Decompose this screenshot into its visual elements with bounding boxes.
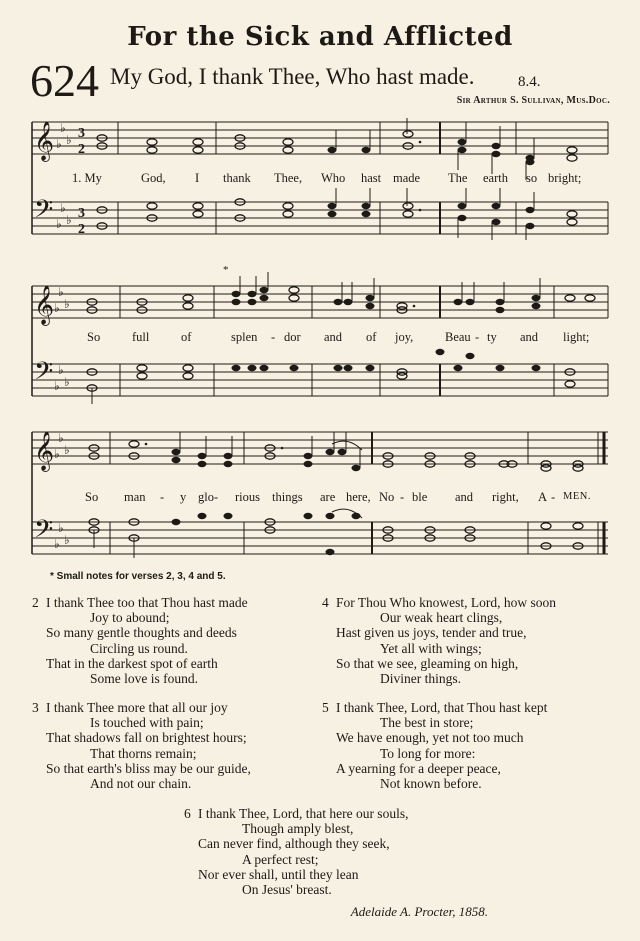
lyric-syllable: things [272,490,303,504]
hymn-title: My God, I thank Thee, Who hast made. [110,64,475,89]
lyric-syllable: No [379,490,395,504]
lyric-syllable: made [393,171,421,185]
svg-text:♭: ♭ [66,213,72,227]
verse-line: I thank Thee more that all our joy [46,700,228,715]
music-system-1 [30,118,610,240]
verse-line: Is touched with pain; [90,715,204,731]
svg-text:𝄞: 𝄞 [34,431,55,471]
year: 1858. [458,904,488,919]
verse-line: I thank Thee, Lord, that Thou hast kept [336,700,548,715]
svg-text:♭: ♭ [64,443,70,457]
verse-line: I thank Thee, Lord, that here our souls, [198,806,409,821]
verse-line: Our weak heart clings, [380,610,503,626]
lyric-syllable: MEN. [563,491,591,502]
verse-line: So that earth's bliss may be our guide, [46,760,251,776]
lyric-syllable: joy, [395,330,414,344]
music-system-3 [30,428,610,562]
verse-line: That thorns remain; [90,745,197,761]
verse-line: For Thou Who knowest, Lord, how soon [336,595,556,610]
small-notes-asterisk: * [223,264,229,276]
verse-line: Not known before. [380,776,482,792]
lyric-line [30,171,610,185]
verse-line: A perfect rest; [242,851,319,867]
lyric-syllable: Thee, [274,171,303,185]
lyric-syllable: rious [235,490,260,504]
verse-line: The best in store; [380,715,474,731]
verse-line: On Jesus' breast. [242,882,332,898]
lyric-syllable: - [475,330,480,344]
lyric-syllable: right, [492,490,519,504]
lyric-syllable: hast [361,171,382,185]
verse-line: Though amply blest, [242,821,354,837]
lyric-line [30,490,610,504]
verse-number: 6 [184,806,191,821]
verse-line: Hast given us joys, tender and true, [336,625,527,641]
verse-line: Can never find, although they seek, [198,836,390,852]
lyric-syllable: thank [223,171,251,185]
svg-text:3: 3 [78,206,85,221]
svg-text:2: 2 [78,222,85,237]
svg-text:♭: ♭ [54,447,60,461]
verse-line: Nor ever shall, until they lean [198,866,359,882]
verse-line: A yearning for a deeper peace, [336,760,501,776]
hymn-meter: 8.4. [518,74,541,90]
svg-text:♭: ♭ [66,133,72,147]
svg-text:3: 3 [78,126,85,141]
lyric-syllable: - [160,490,165,504]
svg-text:𝄢: 𝄢 [34,195,54,230]
lyric-syllable: here, [346,490,371,504]
lyric-syllable: So [85,490,99,504]
svg-text:♭: ♭ [60,121,66,135]
lyric-syllable: and [455,490,474,504]
svg-text:♭: ♭ [54,379,60,393]
svg-text:♭: ♭ [60,201,66,215]
verse-number: 5 [322,700,329,715]
lyric-syllable: full [132,330,150,344]
lyric-syllable: and [520,330,539,344]
lyric-syllable: ble [412,490,428,504]
verse-number: 3 [32,700,39,715]
lyric-syllable: earth [483,171,508,185]
lyric-syllable: - [271,330,276,344]
svg-text:♭: ♭ [64,533,70,547]
svg-text:♭: ♭ [58,521,64,535]
composer: Sir Arthur S. Sullivan, Mus.Doc. [456,95,610,106]
verse-line: Some love is found. [90,671,198,687]
verse-6 [184,806,409,898]
verse-3 [32,700,251,792]
lyric-syllable: of [366,330,377,344]
footnote: * Small notes for verses 2, 3, 4 and 5. [50,571,226,582]
svg-text:♭: ♭ [54,301,60,315]
svg-text:♭: ♭ [56,217,62,231]
svg-text:♭: ♭ [64,297,70,311]
lyric-syllable: So [87,330,101,344]
lyric-syllable: y [180,490,187,504]
lyric-syllable: 1. My [72,171,102,185]
verse-line: So that we see, gleaming on high, [336,655,519,671]
svg-text:𝄞: 𝄞 [34,285,55,325]
verse-line: And not our chain. [90,776,192,792]
lyric-syllable: God, [141,171,166,185]
verse-line: So many gentle thoughts and deeds [46,625,237,641]
verse-line: Joy to abound; [90,610,170,626]
lyric-syllable: of [181,330,192,344]
lyric-syllable: splen [231,330,258,344]
music-system-2 [30,264,610,404]
svg-text:♭: ♭ [58,363,64,377]
lyric-syllable: bright; [548,171,582,185]
lyric-syllable: are [320,490,336,504]
lyric-line [30,330,610,344]
svg-text:♭: ♭ [56,137,62,151]
svg-text:♭: ♭ [58,285,64,299]
lyric-syllable: - [551,490,556,504]
verse-4 [322,595,556,687]
svg-text:𝄞: 𝄞 [34,121,55,161]
lyric-syllable: The [448,171,468,185]
svg-text:♭: ♭ [54,537,60,551]
lyric-syllable: I [195,171,200,185]
author-name: Adelaide A. Procter, [350,904,456,919]
attribution [351,904,488,920]
lyric-syllable: light; [563,330,590,344]
lyric-syllable: Who [321,171,346,185]
lyric-syllable: and [324,330,343,344]
svg-text:♭: ♭ [64,375,70,389]
lyric-syllable: ty [487,330,497,344]
verse-5 [322,700,548,792]
verse-line: I thank Thee too that Thou hast made [46,595,248,610]
verse-line: That shadows fall on brightest hours; [46,730,247,746]
verse-line: Circling us round. [90,640,188,656]
svg-text:𝄢: 𝄢 [34,357,54,392]
verse-number: 2 [32,595,39,610]
svg-text:♭: ♭ [58,431,64,445]
hymn-number: 624 [30,55,99,106]
lyric-syllable: A [538,490,548,504]
lyric-syllable: so [526,171,538,185]
verse-line: We have enough, yet not too much [336,730,524,746]
verse-line: To long for more: [380,745,476,761]
verse-2 [32,595,248,687]
verse-line: Yet all with wings; [380,640,482,656]
svg-text:2: 2 [78,142,85,157]
lyric-syllable: man [124,490,146,504]
lyric-syllable: glo- [198,490,219,504]
lyric-syllable: Beau [445,330,471,344]
verse-line: That in the darkest spot of earth [46,655,218,671]
verse-number: 4 [322,595,329,610]
section-title: For the Sick and Afflicted [127,22,513,52]
verse-line: Diviner things. [380,671,461,687]
lyric-syllable: - [400,490,405,504]
lyric-syllable: dor [284,330,301,344]
svg-text:𝄢: 𝄢 [34,515,54,550]
